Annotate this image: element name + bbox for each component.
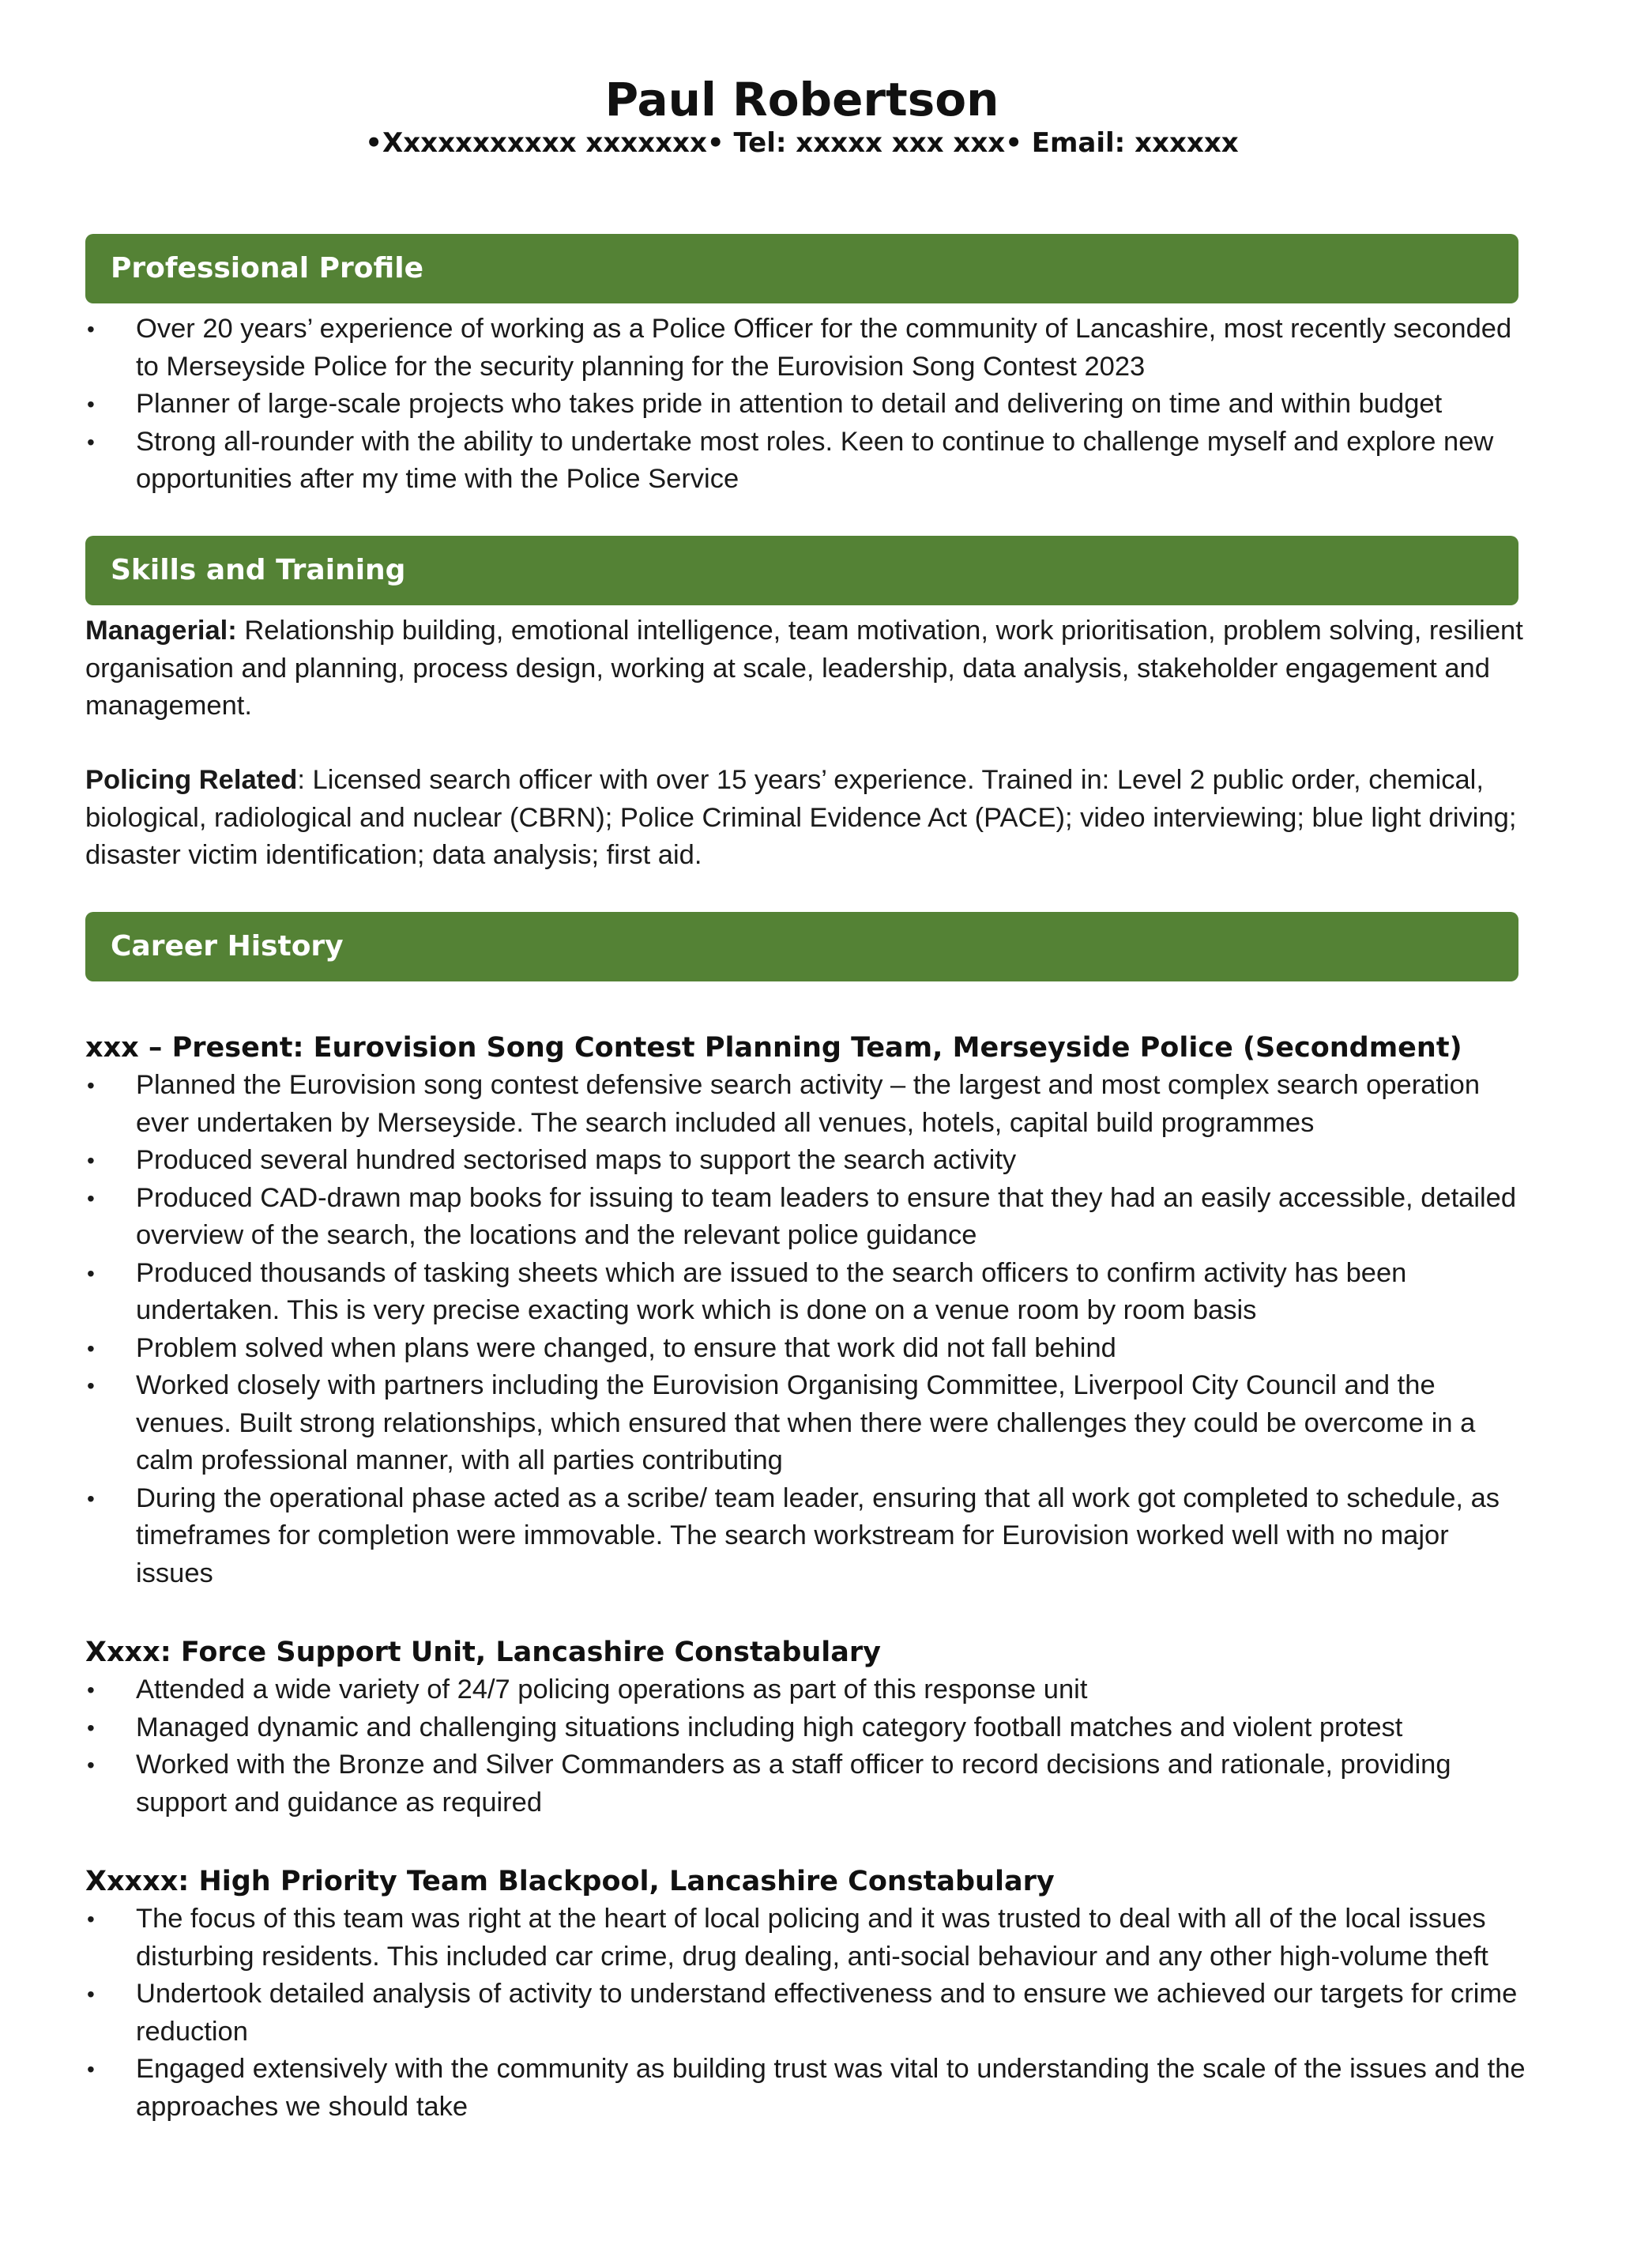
- job-force-support-unit: [85, 1633, 1533, 1821]
- list-item: [85, 1367, 1533, 1480]
- bullet-icon: •: [87, 1982, 95, 2006]
- policing-text: : Licensed search officer with over 15 years’ experience. Trained in: Level 2 public order, chemical, biological, radiological and nuclear (CBRN); Police Criminal Evidence Act (PACE); video interviewing; blue light driving; disaster victim identification; data analysis; first aid.: [85, 765, 1517, 870]
- list-item: [85, 1671, 1533, 1709]
- list-item: [85, 1746, 1533, 1821]
- list-item-text: Worked closely with partners including the Eurovision Organising Committee, Liverpool City Council and the venues. Built strong relationships, which ensured that when there were challenges they could be overcome in a calm professional manner, with all parties contributing: [136, 1370, 1476, 1475]
- job-duties-list: [85, 1671, 1533, 1821]
- bullet-icon: •: [87, 1486, 95, 1511]
- bullet-icon: •: [87, 1073, 95, 1098]
- list-item-text: Undertook detailed analysis of activity to understand effectiveness and to ensure we achieved our targets for crime reduction: [136, 1979, 1518, 2047]
- section-header-career-history: Career History: [85, 912, 1518, 981]
- managerial-paragraph: [85, 612, 1533, 725]
- list-item: [85, 2051, 1533, 2126]
- bullet-icon: •: [87, 1335, 95, 1361]
- list-item: [85, 1067, 1533, 1142]
- managerial-text: Relationship building, emotional intelligence, team motivation, work prioritisation, problem solving, resilient organisation and planning, process design, working at scale, leadership, data analysis, stakeholder engagement and management.: [85, 616, 1523, 721]
- job-title: Xxxx: Force Support Unit, Lancashire Constabulary: [85, 1637, 881, 1668]
- job-duties-list: [85, 1900, 1533, 2126]
- managerial-label: Managerial:: [85, 616, 237, 646]
- list-item: [85, 1480, 1533, 1593]
- bullet-icon: •: [87, 1260, 95, 1286]
- list-item-text: Produced CAD-drawn map books for issuing to team leaders to ensure that they had an easily accessible, detailed overview of the search, the locations and the relevant police guidance: [136, 1182, 1517, 1250]
- list-item: [85, 424, 1533, 499]
- list-item-text: Over 20 years’ experience of working as a Police Officer for the community of Lancashire, most recently seconded to Merseyside Police for the security planning for the Eurovision Song Contest 2023: [136, 314, 1512, 382]
- profile-list: [85, 311, 1533, 499]
- list-item-text: Planner of large-scale projects who takes pride in attention to detail and delivering on time and within budget: [136, 389, 1443, 419]
- candidate-name: Paul Robertson: [604, 73, 999, 126]
- list-item: [85, 1180, 1533, 1255]
- bullet-icon: •: [87, 1185, 95, 1211]
- bullet-icon: •: [87, 1148, 95, 1173]
- list-item-text: Managed dynamic and challenging situations including high category football matches and violent protest: [136, 1712, 1403, 1742]
- list-item: [85, 1142, 1533, 1180]
- bullet-icon: •: [87, 429, 95, 454]
- skills-managerial-block: [85, 612, 1533, 725]
- section-header-professional-profile: Professional Profile: [85, 234, 1518, 303]
- list-item: [85, 1900, 1533, 1976]
- bullet-icon: •: [87, 1373, 95, 1398]
- job-title: xxx – Present: Eurovision Song Contest Planning Team, Merseyside Police (Secondment): [85, 1032, 1462, 1064]
- list-item: [85, 1330, 1533, 1368]
- bullet-icon: •: [87, 1715, 95, 1740]
- bullet-icon: •: [87, 317, 95, 341]
- contact-line: •Xxxxxxxxxxx xxxxxxx• Tel: xxxxx xxx xxx• Email: xxxxxx: [365, 127, 1239, 159]
- job-high-priority-team: [85, 1863, 1533, 2126]
- list-item-text: During the operational phase acted as a scribe/ team leader, ensuring that all work got completed to schedule, as timeframes for completion were immovable. The search workstream for Eurovision worked well with no major issues: [136, 1482, 1500, 1588]
- bullet-icon: •: [87, 1907, 95, 1931]
- policing-paragraph: [85, 762, 1533, 875]
- list-item-text: Produced thousands of tasking sheets which are issued to the search officers to confirm activity has been undertaken. This is very precise exacting work which is done on a venue room by room basis: [136, 1257, 1407, 1325]
- list-item-text: Engaged extensively with the community as building trust was vital to understanding the scale of the issues and the approaches we should take: [136, 2054, 1526, 2122]
- list-item-text: Problem solved when plans were changed, to ensure that work did not fall behind: [136, 1332, 1116, 1363]
- list-item: [85, 1709, 1533, 1747]
- bullet-icon: •: [87, 392, 95, 416]
- list-item: [85, 311, 1533, 386]
- list-item: [85, 386, 1533, 424]
- list-item-text: Planned the Eurovision song contest defensive search activity – the largest and most complex search operation ever undertaken by Merseyside. The search included all venues, hotels, capital build programmes: [136, 1070, 1481, 1138]
- profile-list-block: [85, 311, 1533, 499]
- policing-label: Policing Related: [85, 765, 298, 795]
- job-title: Xxxxx: High Priority Team Blackpool, Lancashire Constabulary: [85, 1866, 1055, 1897]
- job-eurovision: [85, 1029, 1533, 1592]
- skills-policing-block: [85, 762, 1533, 875]
- list-item-text: Attended a wide variety of 24/7 policing operations as part of this response unit: [136, 1674, 1088, 1705]
- list-item-text: Worked with the Bronze and Silver Commanders as a staff officer to record decisions and rationale, providing support and guidance as required: [136, 1750, 1451, 1818]
- section-header-skills-training: Skills and Training: [85, 536, 1518, 605]
- list-item-text: Strong all-rounder with the ability to undertake most roles. Keen to continue to challenge myself and explore new opportunities after my time with the Police Service: [136, 426, 1494, 494]
- list-item: [85, 1255, 1533, 1330]
- list-item: [85, 1976, 1533, 2051]
- bullet-icon: •: [87, 2057, 95, 2081]
- job-duties-list: [85, 1067, 1533, 1592]
- list-item-text: The focus of this team was right at the heart of local policing and it was trusted to deal with all of the local issues disturbing residents. This included car crime, drug dealing, anti-social behaviour and any other high-volume theft: [136, 1904, 1488, 1972]
- bullet-icon: •: [87, 1678, 95, 1702]
- list-item-text: Produced several hundred sectorised maps to support the search activity: [136, 1145, 1017, 1175]
- bullet-icon: •: [87, 1753, 95, 1777]
